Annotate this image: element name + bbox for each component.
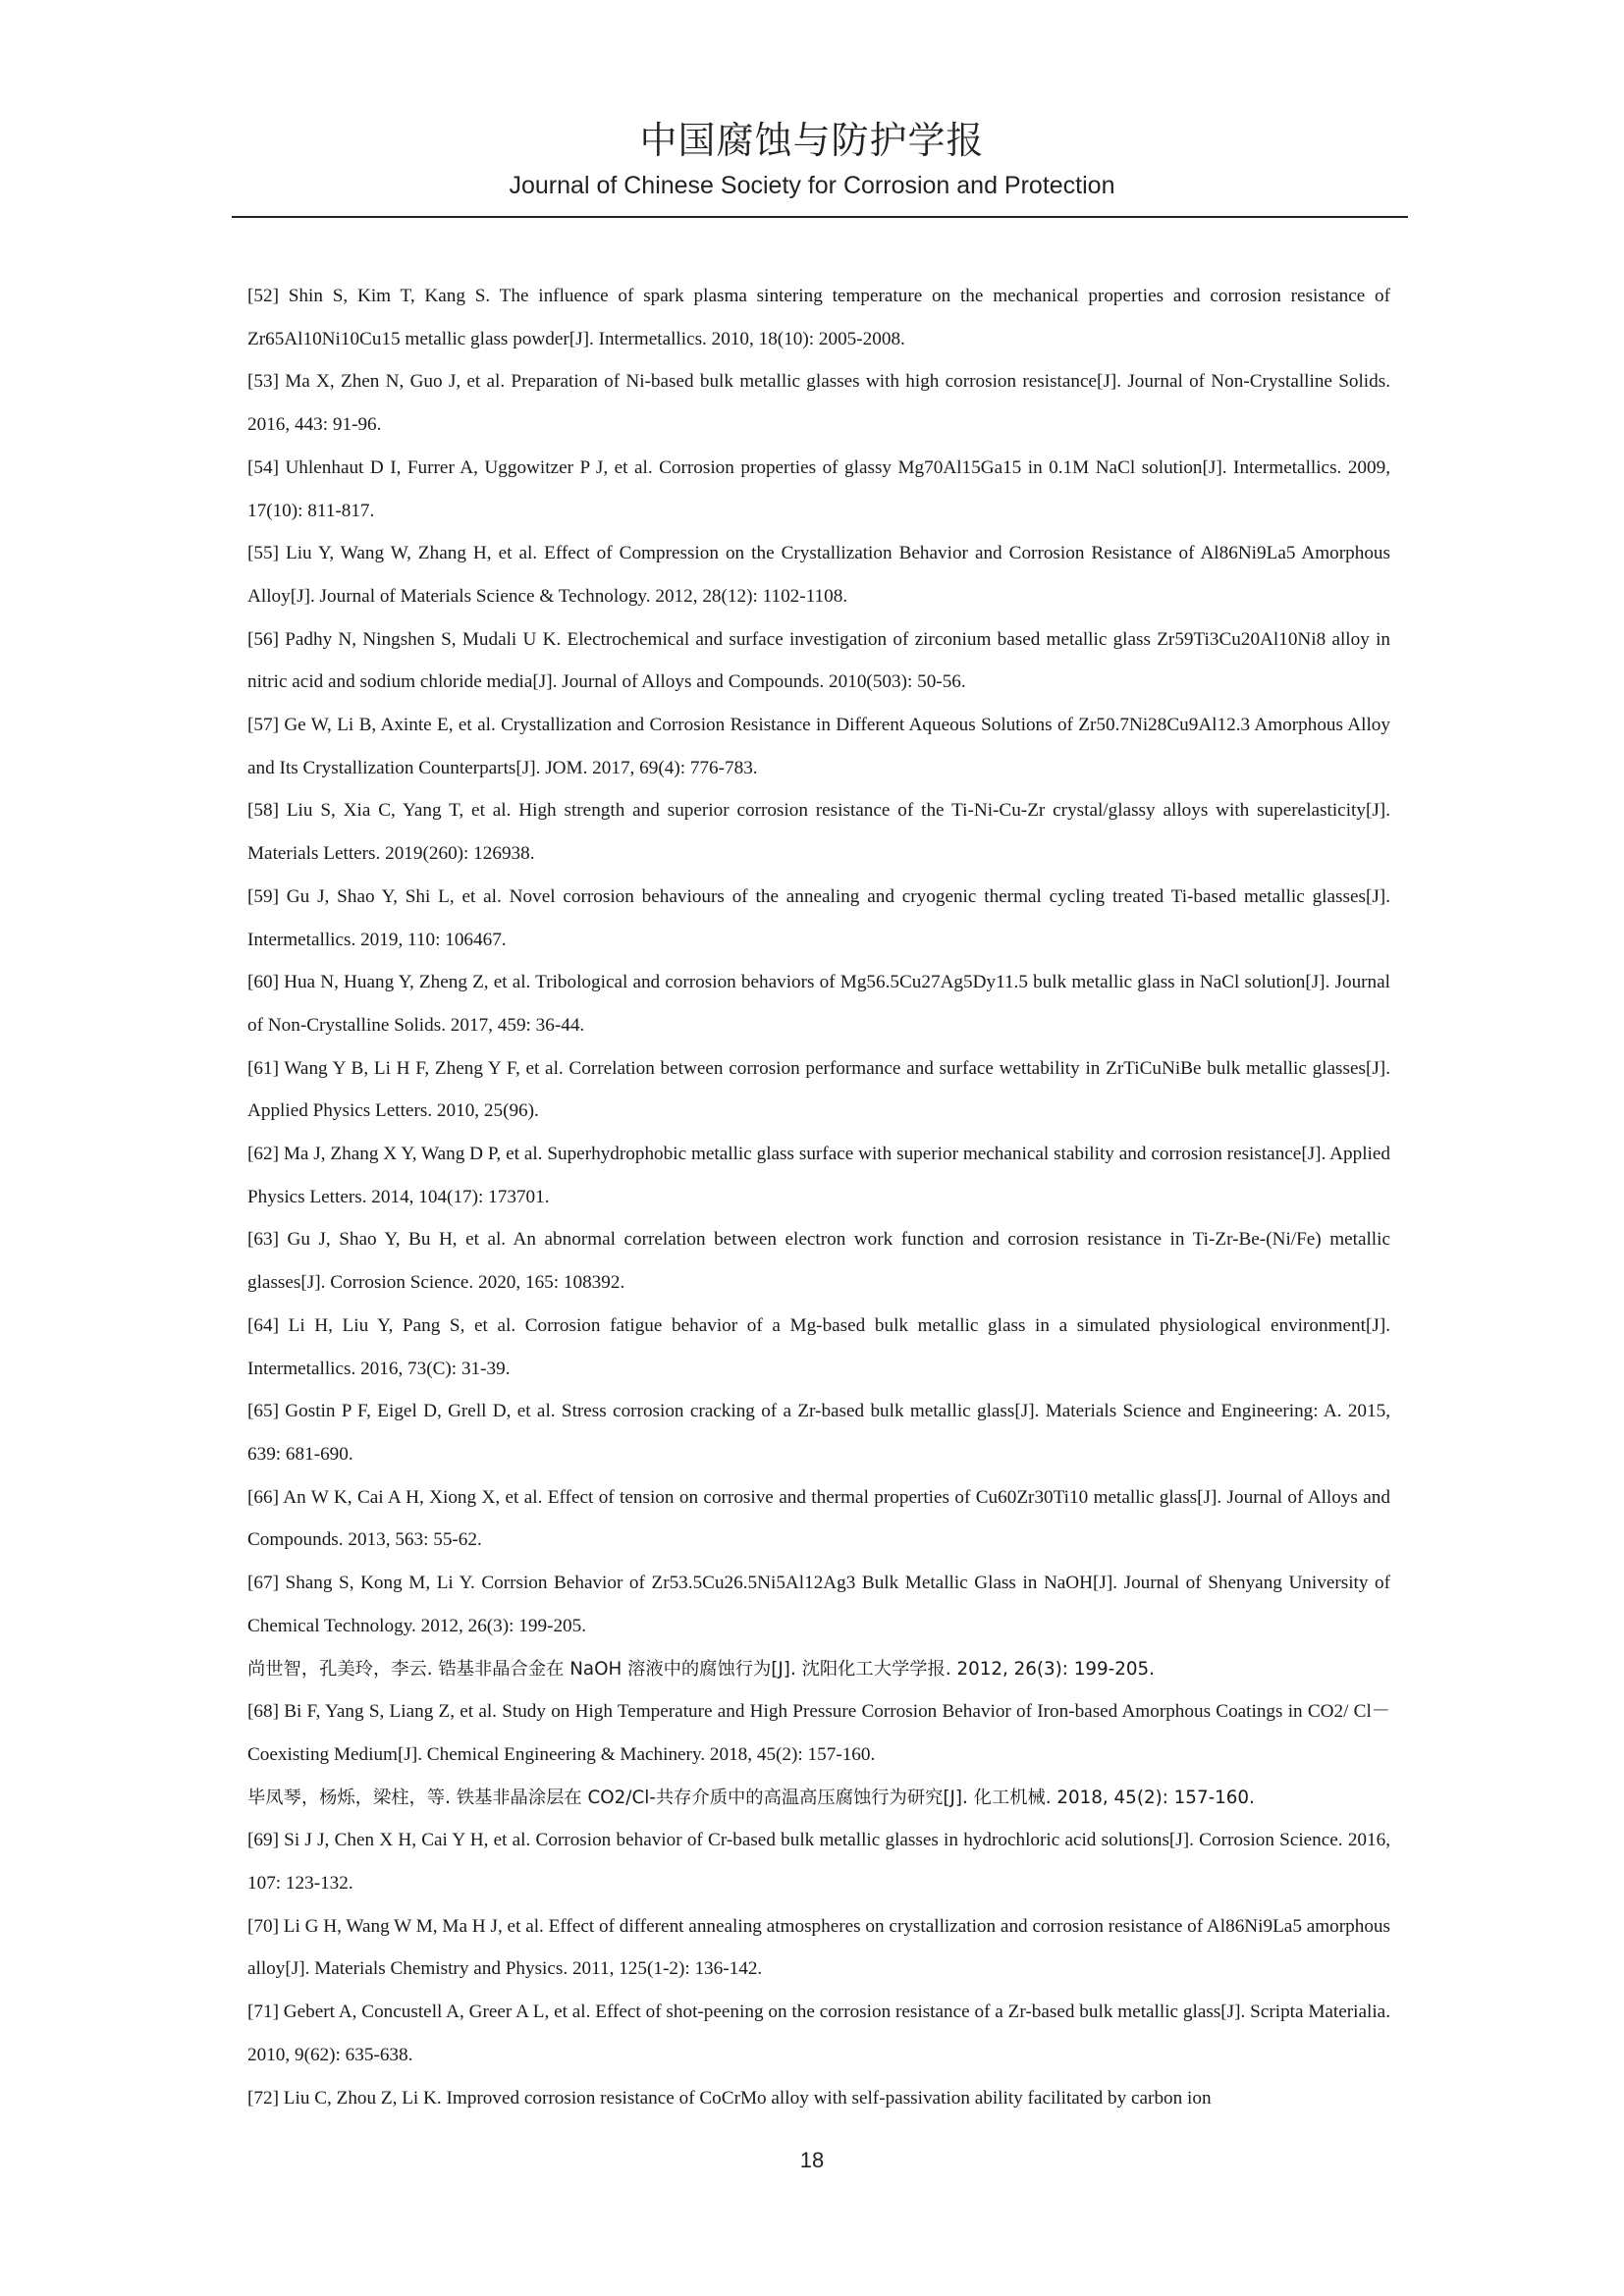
reference-list [247, 275, 1390, 2119]
reference-entry: [70] Li G H, Wang W M, Ma H J, et al. Effect of different annealing atmospheres on crystallization and corrosion resistance of Al86Ni9La5 amorphous alloy[J]. Materials Chemistry and Physics. 2011, 125(1-2): 136-142. [247, 1915, 1390, 1980]
reference-entry: [53] Ma X, Zhen N, Guo J, et al. Preparation of Ni-based bulk metallic glasses with high corrosion resistance[J]. Journal of Non-Crystalline Solids. 2016, 443: 91-96. [247, 371, 1390, 436]
reference-entry: [72] Liu C, Zhou Z, Li K. Improved corrosion resistance of CoCrMo alloy with self-passivation ability facilitated by carbon ion [247, 2087, 1212, 2109]
reference-entry: [56] Padhy N, Ningshen S, Mudali U K. Electrochemical and surface investigation of zirconium based metallic glass Zr59Ti3Cu20Al10Ni8 alloy in nitric acid and sodium chloride media[J]. Journal of Alloys and Compounds. 2010(503): 50-56. [247, 628, 1390, 693]
page-header [0, 116, 1624, 202]
reference-entry: [66] An W K, Cai A H, Xiong X, et al. Effect of tension on corrosive and thermal properties of Cu60Zr30Ti10 metallic glass[J]. Journal of Alloys and Compounds. 2013, 563: 55-62. [247, 1486, 1390, 1551]
reference-entry-chinese: 尚世智，孔美玲，李云. 锆基非晶合金在 NaOH 溶液中的腐蚀行为[J]. 沈阳化工大学学报. 2012, 26(3): 199-205. [247, 1658, 1155, 1680]
reference-entry: [65] Gostin P F, Eigel D, Grell D, et al. Stress corrosion cracking of a Zr-based bulk metallic glass[J]. Materials Science and Engineering: A. 2015, 639: 681-690. [247, 1401, 1390, 1465]
journal-title-chinese: 中国腐蚀与防护学报 [639, 119, 985, 162]
journal-title-english: Journal of Chinese Society for Corrosion and Protection [509, 172, 1115, 199]
reference-entry: [59] Gu J, Shao Y, Shi L, et al. Novel corrosion behaviours of the annealing and cryogenic thermal cycling treated Ti-based metallic glasses[J]. Intermetallics. 2019, 110: 106467. [247, 885, 1390, 950]
reference-entry: [60] Hua N, Huang Y, Zheng Z, et al. Tribological and corrosion behaviors of Mg56.5Cu27Ag5Dy11.5 bulk metallic glass in NaCl solution[J]. Journal of Non-Crystalline Solids. 2017, 459: 36-44. [247, 972, 1390, 1036]
reference-entry: [64] Li H, Liu Y, Pang S, et al. Corrosion fatigue behavior of a Mg-based bulk metallic glass in a simulated physiological environment[J]. Intermetallics. 2016, 73(C): 31-39. [247, 1314, 1390, 1379]
page-number: 18 [799, 2148, 825, 2172]
reference-entry: [62] Ma J, Zhang X Y, Wang D P, et al. Superhydrophobic metallic glass surface with superior mechanical stability and corrosion resistance[J]. Applied Physics Letters. 2014, 104(17): 173701. [247, 1144, 1390, 1207]
header-divider [232, 216, 1408, 218]
reference-entry: [63] Gu J, Shao Y, Bu H, et al. An abnormal correlation between electron work function and corrosion resistance in Ti-Zr-Be-(Ni/Fe) metallic glasses[J]. Corrosion Science. 2020, 165: 108392. [247, 1229, 1390, 1294]
reference-entry: [68] Bi F, Yang S, Liang Z, et al. Study on High Temperature and High Pressure Corrosion Behavior of Iron-based Amorphous Coatings in CO2/ Cl－Coexisting Medium[J]. Chemical Engineering & Machinery. 2018, 45(2): 157-160. [247, 1701, 1390, 1765]
reference-entry-chinese: 毕凤琴，杨烁，梁柱，等. 铁基非晶涂层在 CO2/Cl-共存介质中的高温高压腐蚀行为研究[J]. 化工机械. 2018, 45(2): 157-160. [247, 1787, 1255, 1808]
reference-entry: [71] Gebert A, Concustell A, Greer A L, et al. Effect of shot-peening on the corrosion resistance of a Zr-based bulk metallic glass[J]. Scripta Materialia. 2010, 9(62): 635-638. [247, 2002, 1390, 2065]
reference-entry: [69] Si J J, Chen X H, Cai Y H, et al. Corrosion behavior of Cr-based bulk metallic glasses in hydrochloric acid solutions[J]. Corrosion Science. 2016, 107: 123-132. [247, 1830, 1390, 1895]
reference-entry: [54] Uhlenhaut D I, Furrer A, Uggowitzer P J, et al. Corrosion properties of glassy Mg70Al15Ga15 in 0.1M NaCl solution[J]. Intermetallics. 2009, 17(10): 811-817. [247, 456, 1390, 521]
reference-entry: [52] Shin S, Kim T, Kang S. The influence of spark plasma sintering temperature on the mechanical properties and corrosion resistance of Zr65Al10Ni10Cu15 metallic glass powder[J]. Intermetallics. 2010, 18(10): 2005-2008. [247, 286, 1390, 349]
reference-entry: [58] Liu S, Xia C, Yang T, et al. High strength and superior corrosion resistance of the Ti-Ni-Cu-Zr crystal/glassy alloys with superelasticity[J]. Materials Letters. 2019(260): 126938. [247, 800, 1390, 865]
reference-entry: [57] Ge W, Li B, Axinte E, et al. Crystallization and Corrosion Resistance in Different Aqueous Solutions of Zr50.7Ni28Cu9Al12.3 Amorphous Alloy and Its Crystallization Counterparts[J]. JOM. 2017, 69(4): 776-783. [247, 715, 1390, 778]
reference-entry: [55] Liu Y, Wang W, Zhang H, et al. Effect of Compression on the Crystallization Behavior and Corrosion Resistance of Al86Ni9La5 Amorphous Alloy[J]. Journal of Materials Science & Technology. 2012, 28(12): 1102-1108. [247, 543, 1390, 607]
reference-entry: [61] Wang Y B, Li H F, Zheng Y F, et al. Correlation between corrosion performance and surface wettability in ZrTiCuNiBe bulk metallic glasses[J]. Applied Physics Letters. 2010, 25(96). [247, 1057, 1390, 1122]
reference-entry: [67] Shang S, Kong M, Li Y. Corrsion Behavior of Zr53.5Cu26.5Ni5Al12Ag3 Bulk Metallic Glass in NaOH[J]. Journal of Shenyang University of Chemical Technology. 2012, 26(3): 199-205. [247, 1573, 1390, 1636]
